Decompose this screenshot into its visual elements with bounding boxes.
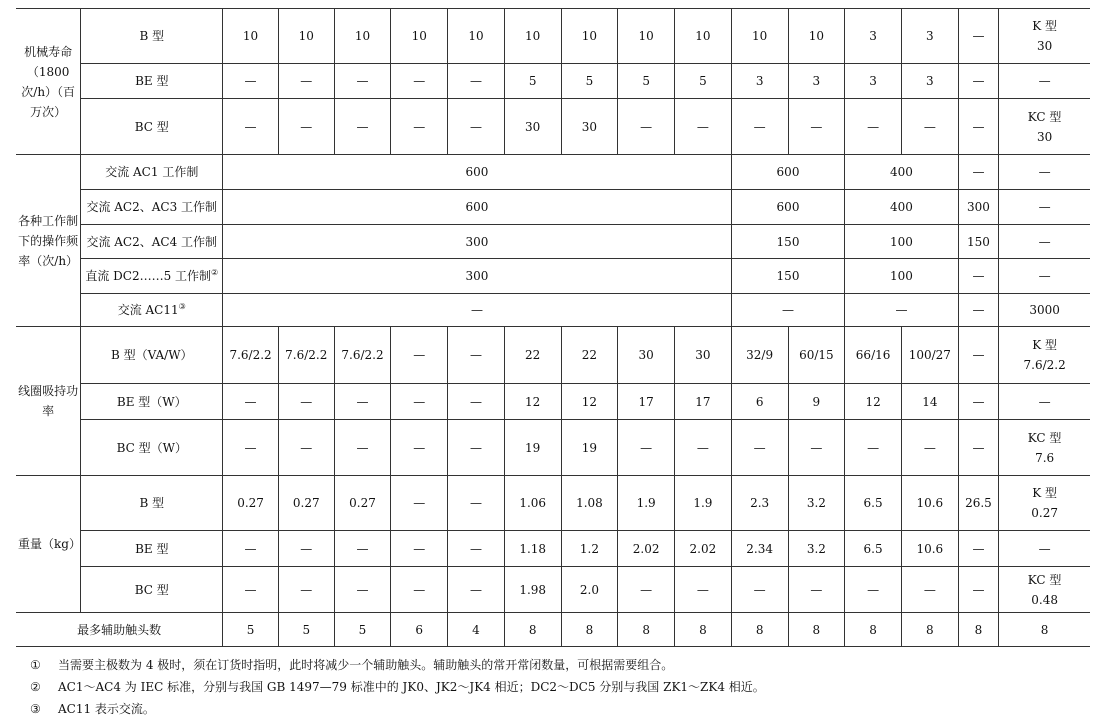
value-cell: — [845, 567, 902, 613]
value-cell: 8 [731, 613, 788, 647]
value-cell: 7.6/2.2 [334, 327, 391, 384]
last-column-cell [999, 420, 1090, 476]
value-cell: — [788, 420, 845, 476]
value-cell: 5 [675, 64, 732, 99]
variant-value: 30 [1036, 39, 1053, 53]
value-cell: — [675, 567, 732, 613]
footnote-mark: ③ [30, 702, 41, 716]
last-column-cell [999, 64, 1090, 99]
table-row [16, 225, 1090, 259]
value-cell: 14 [901, 384, 958, 420]
footnote-1 [30, 654, 765, 676]
value-cell: — [448, 327, 505, 384]
table-row [16, 64, 1090, 99]
table-row [16, 294, 1090, 327]
footnote-text: AC1～AC4 为 IEC 标准，分别与我国 GB 1497—79 标准中的 JK0、JK2～JK4 相近；DC2～DC5 分别与我国 ZK1～ZK4 相近。 [58, 680, 765, 694]
value-cell: 150 [731, 225, 844, 259]
value-cell: 4 [448, 613, 505, 647]
footnote-2 [30, 676, 765, 698]
value-cell: 3 [901, 9, 958, 64]
value-cell: — [448, 64, 505, 99]
value-cell: — [618, 99, 675, 155]
value-cell: 30 [561, 99, 618, 155]
value-cell: — [223, 64, 279, 99]
last-column-cell [999, 567, 1090, 613]
value-cell: 8 [618, 613, 675, 647]
table-row [16, 99, 1090, 155]
value-cell: — [901, 420, 958, 476]
value-cell: 1.18 [504, 531, 561, 567]
table-row [16, 420, 1090, 476]
value-cell: 30 [675, 327, 732, 384]
value-cell: 10 [278, 9, 334, 64]
value-cell: — [391, 327, 448, 384]
value-cell: — [223, 99, 279, 155]
value-cell: 0.27 [334, 476, 391, 531]
value-cell: 8 [958, 613, 999, 647]
value-cell: — [223, 567, 279, 613]
weight-group-label: 重量（kg） [16, 476, 81, 613]
value-cell: 3.2 [788, 531, 845, 567]
value-cell: — [448, 99, 505, 155]
value-cell: 1.9 [675, 476, 732, 531]
row-label: B 型 [81, 9, 223, 64]
table-row [16, 155, 1090, 190]
value-cell: 10.6 [901, 531, 958, 567]
value-cell: 8 [845, 613, 902, 647]
value-cell: 6 [391, 613, 448, 647]
value-cell: 1.06 [504, 476, 561, 531]
variant-label: K 型 [1032, 19, 1057, 33]
value-cell: — [999, 190, 1090, 225]
value-cell: 400 [845, 155, 958, 190]
value-cell: — [999, 259, 1090, 294]
footnote-ref: ② [211, 268, 219, 277]
row-label-text: 交流 AC11 [117, 303, 179, 317]
value-cell: — [958, 294, 999, 327]
row-label-text: 直流 DC2……5 工作制 [85, 269, 212, 283]
value-cell: 6 [731, 384, 788, 420]
value-cell: 3.2 [788, 476, 845, 531]
value-cell: 600 [223, 190, 732, 225]
variant-value: — [1038, 541, 1051, 556]
footnote-text: AC11 表示交流。 [58, 702, 155, 716]
value-cell: 2.3 [731, 476, 788, 531]
value-cell: 100 [845, 259, 958, 294]
value-cell: 100 [845, 225, 958, 259]
value-cell: — [675, 420, 732, 476]
value-cell: 3000 [999, 294, 1090, 327]
value-cell: 10 [618, 9, 675, 64]
value-cell: — [731, 420, 788, 476]
value-cell: 10 [675, 9, 732, 64]
table-row [16, 567, 1090, 613]
value-cell: — [448, 384, 505, 420]
value-cell: — [731, 294, 844, 327]
value-cell: 10 [788, 9, 845, 64]
value-cell: — [448, 567, 505, 613]
footnote-ref: ③ [178, 302, 186, 311]
table-row [16, 384, 1090, 420]
value-cell: — [958, 567, 999, 613]
value-cell: 17 [618, 384, 675, 420]
footnote-text: 当需要主极数为 4 极时，须在订货时指明，此时将减少一个辅助触头。辅助触头的常开常闭数量，可根据需要组合。 [58, 658, 674, 672]
value-cell: 22 [561, 327, 618, 384]
variant-value: 0.48 [1031, 592, 1058, 607]
value-cell: — [845, 420, 902, 476]
value-cell: 300 [958, 190, 999, 225]
value-cell: 2.34 [731, 531, 788, 567]
value-cell: — [334, 420, 391, 476]
value-cell: 10.6 [901, 476, 958, 531]
value-cell: 22 [504, 327, 561, 384]
value-cell: — [845, 99, 902, 155]
value-cell: — [278, 420, 334, 476]
value-cell: 8 [999, 613, 1090, 647]
value-cell: — [278, 99, 334, 155]
table-row [16, 327, 1090, 384]
value-cell: — [391, 64, 448, 99]
value-cell: 30 [504, 99, 561, 155]
value-cell: 100/27 [901, 327, 958, 384]
value-cell: — [958, 155, 999, 190]
value-cell: 150 [958, 225, 999, 259]
value-cell: — [901, 99, 958, 155]
value-cell: 8 [675, 613, 732, 647]
value-cell: — [958, 259, 999, 294]
value-cell: 5 [618, 64, 675, 99]
value-cell: 8 [901, 613, 958, 647]
value-cell: 26.5 [958, 476, 999, 531]
value-cell: 600 [731, 155, 844, 190]
value-cell: 32/9 [731, 327, 788, 384]
value-cell: — [334, 531, 391, 567]
last-column-cell [999, 476, 1090, 531]
value-cell: — [223, 420, 279, 476]
row-label: BE 型 [81, 531, 223, 567]
value-cell: 12 [845, 384, 902, 420]
value-cell: 8 [788, 613, 845, 647]
table-row [16, 531, 1090, 567]
value-cell: 8 [504, 613, 561, 647]
row-label: BE 型 [81, 64, 223, 99]
value-cell: 400 [845, 190, 958, 225]
value-cell: 5 [334, 613, 391, 647]
row-label: B 型 [81, 476, 223, 531]
value-cell: 5 [278, 613, 334, 647]
value-cell: — [391, 384, 448, 420]
spec-table [16, 8, 1090, 647]
value-cell: — [391, 420, 448, 476]
variant-value: 30 [1036, 129, 1053, 144]
footnotes [30, 654, 765, 720]
table-row [16, 259, 1090, 294]
value-cell: — [223, 384, 279, 420]
life-group-label: 机械寿命（1800次/h）（百万次） [16, 9, 81, 155]
value-cell: 9 [788, 384, 845, 420]
row-label: BC 型（W） [81, 420, 223, 476]
value-cell: — [958, 64, 999, 99]
value-cell: — [958, 384, 999, 420]
value-cell: 10 [223, 9, 279, 64]
value-cell: — [788, 99, 845, 155]
value-cell: — [448, 476, 505, 531]
variant-value: 7.6/2.2 [1023, 358, 1066, 372]
variant-value: — [1038, 394, 1051, 409]
value-cell: 60/15 [788, 327, 845, 384]
value-cell: — [731, 99, 788, 155]
value-cell: 17 [675, 384, 732, 420]
value-cell: — [958, 531, 999, 567]
value-cell: 5 [504, 64, 561, 99]
row-label [81, 155, 223, 190]
value-cell: 7.6/2.2 [223, 327, 279, 384]
value-cell: 12 [561, 384, 618, 420]
value-cell: — [391, 531, 448, 567]
variant-value: 0.27 [1031, 506, 1058, 520]
value-cell: 12 [504, 384, 561, 420]
row-label: B 型（VA/W） [81, 327, 223, 384]
value-cell: 600 [731, 190, 844, 225]
value-cell: 66/16 [845, 327, 902, 384]
value-cell: — [675, 99, 732, 155]
value-cell: 30 [618, 327, 675, 384]
coil-group-label: 线圈吸持功率 [16, 327, 81, 476]
value-cell: — [334, 99, 391, 155]
footnote-3 [30, 698, 765, 720]
last-column-cell [999, 384, 1090, 420]
value-cell: — [958, 9, 999, 64]
value-cell: 300 [223, 259, 732, 294]
variant-label: KC 型 [1027, 430, 1062, 445]
freq-group-label: 各种工作制下的操作频率（次/h） [16, 155, 81, 327]
value-cell: — [391, 99, 448, 155]
value-cell: — [958, 327, 999, 384]
value-cell: — [958, 420, 999, 476]
value-cell: 10 [391, 9, 448, 64]
value-cell: 0.27 [223, 476, 279, 531]
variant-label: K 型 [1032, 338, 1057, 352]
row-label [81, 190, 223, 225]
last-column-cell [999, 9, 1090, 64]
value-cell: — [448, 420, 505, 476]
value-cell: 2.02 [618, 531, 675, 567]
value-cell: 3 [845, 64, 902, 99]
variant-value: 7.6 [1035, 450, 1055, 465]
value-cell: 10 [561, 9, 618, 64]
value-cell: 19 [561, 420, 618, 476]
value-cell: 6.5 [845, 531, 902, 567]
variant-label: K 型 [1032, 486, 1057, 500]
value-cell: 300 [223, 225, 732, 259]
row-label-text: 交流 AC2、AC3 工作制 [86, 200, 218, 214]
table-row [16, 476, 1090, 531]
row-label: BC 型 [81, 567, 223, 613]
value-cell: — [334, 64, 391, 99]
value-cell: 3 [901, 64, 958, 99]
table-row [16, 9, 1090, 64]
value-cell: 1.98 [504, 567, 561, 613]
value-cell: 2.02 [675, 531, 732, 567]
value-cell: 3 [845, 9, 902, 64]
aux-contacts-label: 最多辅助触头数 [16, 613, 223, 647]
value-cell: 2.0 [561, 567, 618, 613]
row-label [81, 259, 223, 294]
value-cell: — [999, 225, 1090, 259]
value-cell: 10 [334, 9, 391, 64]
last-column-cell [999, 99, 1090, 155]
variant-value: — [1038, 74, 1051, 88]
row-label: BC 型 [81, 99, 223, 155]
value-cell: 0.27 [278, 476, 334, 531]
last-column-cell [999, 531, 1090, 567]
value-cell: 3 [731, 64, 788, 99]
value-cell: 10 [504, 9, 561, 64]
spec-table-body [16, 9, 1090, 647]
row-label: BE 型（W） [81, 384, 223, 420]
table-row [16, 190, 1090, 225]
value-cell: — [901, 567, 958, 613]
value-cell: 7.6/2.2 [278, 327, 334, 384]
footnote-mark: ① [30, 658, 41, 672]
value-cell: 3 [788, 64, 845, 99]
row-label [81, 225, 223, 259]
value-cell: 1.9 [618, 476, 675, 531]
value-cell: — [278, 64, 334, 99]
variant-label: KC 型 [1027, 572, 1062, 587]
value-cell: — [391, 567, 448, 613]
value-cell: 19 [504, 420, 561, 476]
value-cell: 8 [561, 613, 618, 647]
value-cell: — [845, 294, 958, 327]
value-cell: 5 [561, 64, 618, 99]
value-cell: — [391, 476, 448, 531]
value-cell: — [958, 99, 999, 155]
value-cell: 5 [223, 613, 279, 647]
row-label-text: 交流 AC2、AC4 工作制 [86, 234, 218, 249]
row-label [81, 294, 223, 327]
last-column-cell [999, 327, 1090, 384]
value-cell: — [278, 384, 334, 420]
variant-label: KC 型 [1027, 109, 1062, 124]
value-cell: — [618, 567, 675, 613]
value-cell: 1.08 [561, 476, 618, 531]
value-cell: — [618, 420, 675, 476]
value-cell: 1.2 [561, 531, 618, 567]
value-cell: 10 [448, 9, 505, 64]
value-cell: 10 [731, 9, 788, 64]
value-cell: 150 [731, 259, 844, 294]
row-label-text: 交流 AC1 工作制 [105, 165, 199, 179]
value-cell: — [278, 531, 334, 567]
table-row [16, 613, 1090, 647]
footnote-mark: ② [30, 680, 41, 694]
value-cell: — [448, 531, 505, 567]
value-cell: — [334, 567, 391, 613]
value-cell: — [223, 294, 732, 327]
value-cell: 600 [223, 155, 732, 190]
value-cell: — [788, 567, 845, 613]
value-cell: — [999, 155, 1090, 190]
value-cell: — [223, 531, 279, 567]
value-cell: — [334, 384, 391, 420]
value-cell: — [278, 567, 334, 613]
value-cell: — [731, 567, 788, 613]
value-cell: 6.5 [845, 476, 902, 531]
